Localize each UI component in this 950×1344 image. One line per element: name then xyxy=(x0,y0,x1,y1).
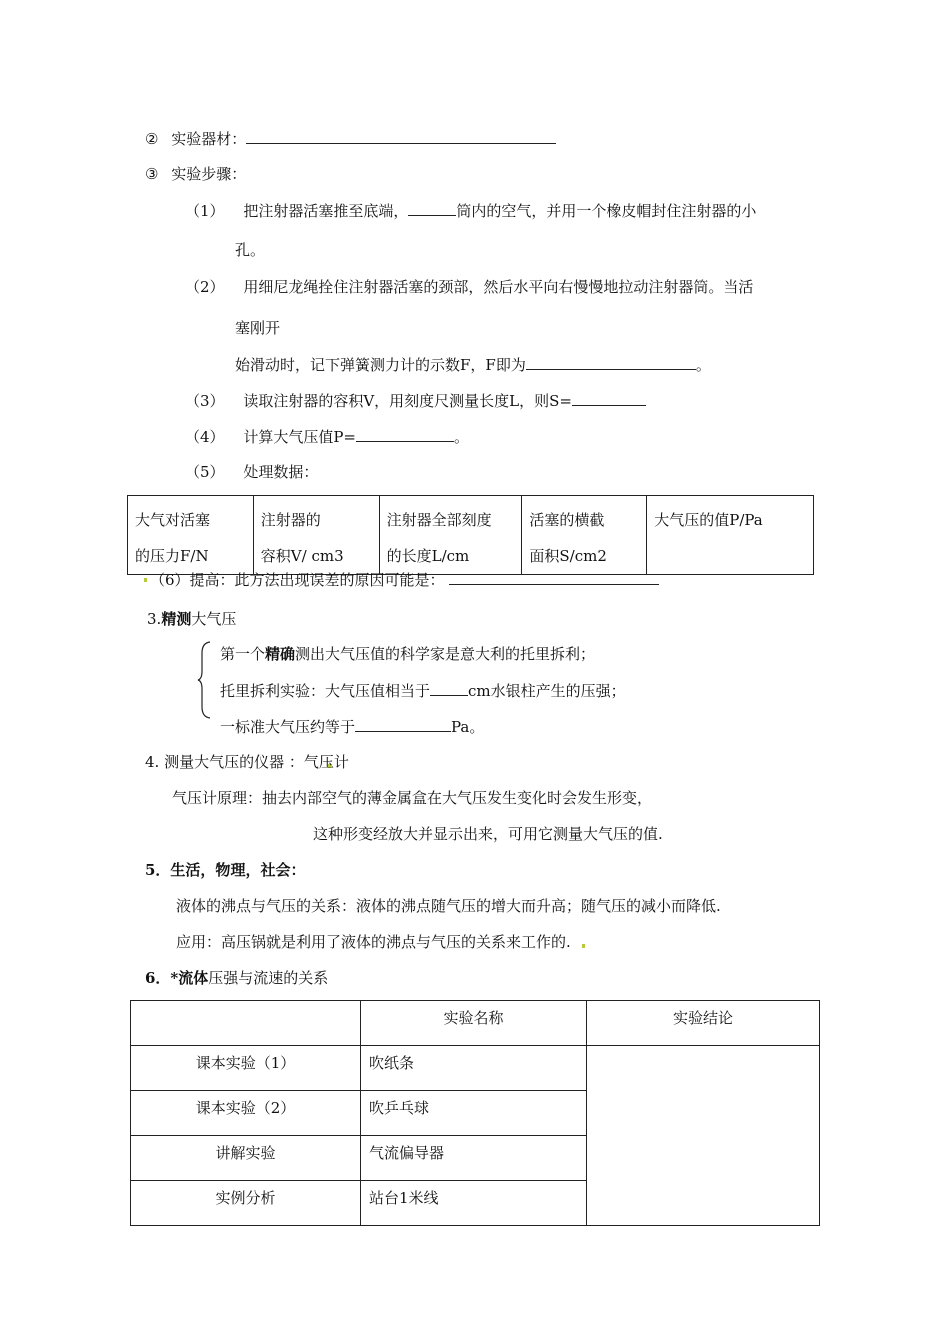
section-5-text-1: 液体的沸点与气压的关系：液体的沸点随气压的增大而升高；随气压的减小而降低. xyxy=(176,897,721,915)
section-5-heading: 5．生活，物理，社会： xyxy=(145,861,306,879)
step-number: （2） xyxy=(185,278,225,296)
step-text: 。 xyxy=(695,356,711,374)
step-blank xyxy=(572,390,646,406)
row-name: 气流偏导器 xyxy=(361,1136,587,1181)
row-label: 课本实验（2） xyxy=(131,1091,361,1136)
step-text: 把注射器活塞推至底端， xyxy=(243,202,409,220)
section-3-line-3: 一标准大气压约等于 Pa。 xyxy=(220,718,485,736)
step-text: 读取注射器的容积V，用刻度尺测量长度L，则S= xyxy=(243,392,572,410)
experiment-table xyxy=(130,1000,820,1226)
step-blank xyxy=(449,569,659,585)
row-name: 吹乒乓球 xyxy=(361,1091,587,1136)
annotation-mark xyxy=(144,578,147,582)
step-blank xyxy=(526,354,696,370)
table-row xyxy=(131,1046,820,1091)
step-5 xyxy=(185,462,318,482)
section-4-text-2: 这种形变经放大并显示出来，可用它测量大气压的值. xyxy=(313,825,663,843)
step-1 xyxy=(185,200,756,221)
step-text: 始滑动时，记下弹簧测力计的示数F，F即为 xyxy=(235,356,526,374)
step-1-cont: 孔。 xyxy=(235,241,266,259)
step-text: 用细尼龙绳拴住注射器活塞的颈部，然后水平向右慢慢地拉动注射器筒。当活 xyxy=(243,278,754,296)
section-5-text-2: 应用：高压锅就是利用了液体的沸点与气压的关系来工作的. xyxy=(176,933,571,951)
materials-label: 实验器材： xyxy=(171,130,247,148)
step-text: 筒内的空气，并用一个橡皮帽封住注射器的小 xyxy=(456,202,757,220)
steps-label: 实验步骤： xyxy=(171,165,247,183)
step-blank xyxy=(408,200,456,216)
row-name: 站台1米线 xyxy=(361,1181,587,1226)
steps-heading xyxy=(145,164,246,184)
section-6-heading: 6．*流体压强与流速的关系 xyxy=(145,969,329,987)
step-number: （3） xyxy=(185,392,225,410)
table-cell: 大气压的值P/Pa xyxy=(647,496,814,575)
annotation-mark xyxy=(582,944,585,948)
step-number: （4） xyxy=(185,428,225,446)
table-header-row xyxy=(131,1001,820,1046)
step-text: 处理数据： xyxy=(243,463,319,481)
step-2-cont2 xyxy=(235,354,711,375)
step-text: 计算大气压值P= xyxy=(243,428,356,446)
section-3-heading: 3.精测大气压 xyxy=(147,610,237,628)
table-cell: 活塞的横截 面积S/cm2 xyxy=(522,496,647,575)
section-4-heading: 4. 测量大气压的仪器 ：气压计 xyxy=(145,753,349,771)
materials-line xyxy=(145,128,556,149)
blank xyxy=(430,680,468,696)
section-4-text-1: 气压计原理：抽去内部空气的薄金属盒在大气压发生变化时会发生形变， xyxy=(172,789,653,807)
header-cell: 实验名称 xyxy=(361,1001,587,1046)
row-label: 讲解实验 xyxy=(131,1136,361,1181)
section-3-line-2: 托里拆利实验：大气压值相当于 cm水银柱产生的压强； xyxy=(220,682,626,700)
brace-icon xyxy=(197,641,211,719)
table-cell: 注射器的 容积V/ cm3 xyxy=(253,496,379,575)
step-2 xyxy=(185,277,753,297)
header-cell xyxy=(131,1001,361,1046)
step-text: （6）提高：此方法出现误差的原因可能是： xyxy=(150,571,445,589)
conclusion-cell xyxy=(587,1046,820,1226)
step-6 xyxy=(150,569,659,590)
blank xyxy=(355,716,451,732)
data-table xyxy=(127,495,814,575)
row-label: 课本实验（1） xyxy=(131,1046,361,1091)
step-3 xyxy=(185,390,646,411)
header-cell: 实验结论 xyxy=(587,1001,820,1046)
list-marker: ② xyxy=(145,130,159,148)
step-4 xyxy=(185,426,469,447)
row-label: 实例分析 xyxy=(131,1181,361,1226)
list-marker: ③ xyxy=(145,165,159,183)
step-number: （1） xyxy=(185,202,225,220)
step-text: 。 xyxy=(454,428,470,446)
row-name: 吹纸条 xyxy=(361,1046,587,1091)
step-number: （5） xyxy=(185,463,225,481)
materials-blank xyxy=(246,128,556,144)
step-2-cont: 塞刚开 xyxy=(235,319,281,337)
section-3-line-1: 第一个精确测出大气压值的科学家是意大利的托里拆利； xyxy=(220,645,596,663)
table-cell: 大气对活塞 的压力F/N xyxy=(128,496,254,575)
step-blank xyxy=(356,426,454,442)
table-cell: 注射器全部刻度 的长度L/cm xyxy=(379,496,522,575)
